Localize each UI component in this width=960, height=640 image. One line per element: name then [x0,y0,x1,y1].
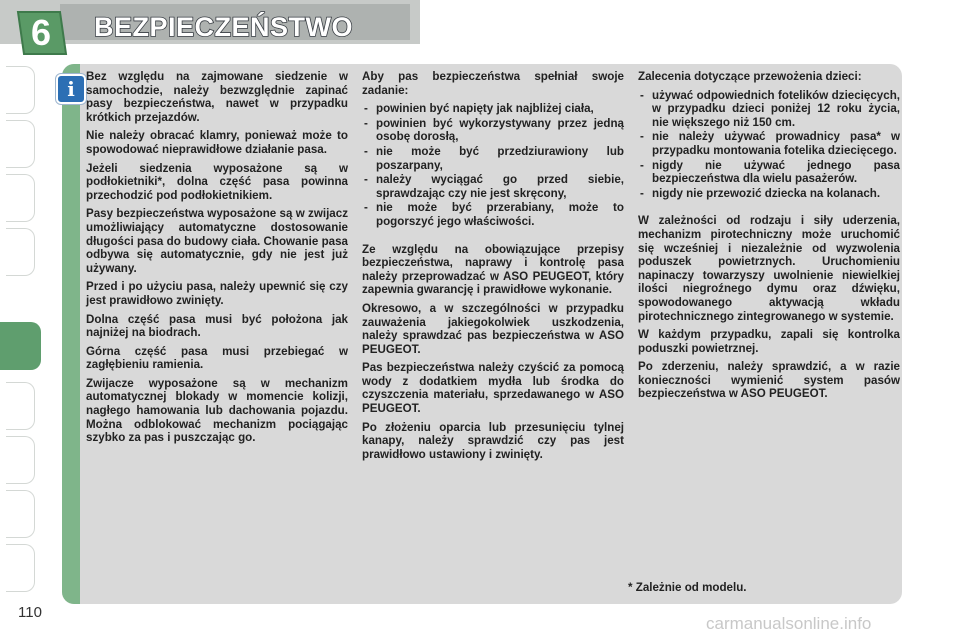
chapter-tabs [0,66,40,586]
chapter-tab[interactable] [6,120,35,168]
chapter-tab[interactable] [6,174,35,222]
paragraph: Po złożeniu oparcia lub przesunięciu tylnej kanapy, należy sprawdzić czy pas jest prawidłowo ustawiony i zwinięty. [362,420,624,461]
chapter-tab[interactable] [6,66,35,114]
chapter-tab[interactable] [6,544,35,592]
paragraph: Okresowo, a w szczególności w przypadku zauważenia jakiegokolwiek uszkodzenia, należy sprawdzać pas bezpieczeństwa w ASO PEUGEOT. [362,301,624,356]
chapter-tab-active[interactable] [0,322,41,370]
chapter-tab[interactable] [6,436,35,484]
paragraph: Bez względu na zajmowane siedzenie w samochodzie, należy bezwzględnie zapinać pasy bezpieczeństwa, nawet w przypadku krótkich przejazdów. [86,70,348,124]
paragraph: Dolna część pasa musi być położona jak najniżej na biodrach. [86,312,348,340]
list-item: - nie należy używać prowadnicy pasa* w przypadku montowania fotelika dziecięcego. [638,130,900,157]
list-item: - powinien być napięty jak najbliżej ciała, [362,102,624,116]
chapter-badge [14,10,68,56]
page-title: BEZPIECZEŃSTWO [94,12,354,42]
page-number: 110 [18,604,42,621]
section-heading: Zalecenia dotyczące przewożenia dzieci: [638,70,862,83]
column-3 [638,70,900,406]
child-recommendations-list [638,89,900,201]
chapter-tab[interactable] [6,382,35,430]
column-2 [362,70,624,466]
column-1 [86,70,348,450]
paragraph: Aby pas bezpieczeństwa spełniał swoje zadanie: [362,70,624,97]
list-item: - nie może być przedziurawiony lub poszarpany, [362,145,624,172]
chapter-tab[interactable] [6,228,35,276]
list-item: - należy wyciągać go przed siebie, sprawdzając czy nie jest skręcony, [362,173,624,200]
watermark: carmanualsonline.info [706,614,872,633]
list-item: - nigdy nie przewozić dziecka na kolanach. [638,187,900,201]
paragraph: W każdym przypadku, zapali się kontrolka poduszki powietrznej. [638,328,900,355]
chapter-tab[interactable] [6,490,35,538]
list-item: - nigdy nie używać jednego pasa bezpieczeństwa dla wielu pasażerów. [638,159,900,186]
list-item: - używać odpowiednich fotelików dziecięcych, w przypadku dzieci poniżej 12 roku życia, nie większego niż 150 cm. [638,89,900,130]
paragraph: Zwijacze wyposażone są w mechanizm automatycznej blokady w momencie kolizji, nagłego hamowania lub dachowania pojazdu. Można odblokować mechanizm pociągając szybko za pas i puszczając go. [86,376,348,445]
paragraph: Przed i po użyciu pasa, należy upewnić się czy jest prawidłowo zwinięty. [86,280,348,307]
paragraph: Pasy bezpieczeństwa wyposażone są w zwijacz umożliwiający automatyczne dostosowanie długości pasa do budowy ciała. Chowanie pasa odbywa się automatycznie, gdy nie jest już używany. [86,207,348,275]
info-icon: i [56,74,86,104]
list-item: - nie może być przerabiany, może to pogorszyć jego właściwości. [362,201,624,228]
paragraph: Nie należy obracać klamry, ponieważ może to spowodować nieprawidłowe działanie pasa. [86,129,348,156]
paragraph: Jeżeli siedzenia wyposażone są w podłokietniki*, dolna część pasa powinna przechodzić pod podłokietnikiem. [86,161,348,202]
requirements-list [362,102,624,228]
panel-edge-stripe [62,64,80,604]
chapter-number: 6 [30,12,52,53]
paragraph: Górna część pasa musi przebiegać w zagłębieniu ramienia. [86,344,348,372]
paragraph: Ze względu na obowiązujące przepisy bezpieczeństwa, naprawy i kontrolę pasa należy przeprowadzać w ASO PEUGEOT, który zapewnia gwarancję i prawidłowe wykonanie. [362,242,624,297]
paragraph: Po zderzeniu, należy sprawdzić, a w razie konieczności wymienić system pasów bezpieczeństwa w ASO PEUGEOT. [638,360,900,401]
list-item: - powinien być wykorzystywany przez jedną osobę dorosłą, [362,117,624,144]
footnote: * Zależnie od modelu. [628,581,747,594]
paragraph: Pas bezpieczeństwa należy czyścić za pomocą wody z dodatkiem mydła lub środka do czyszczenia materiału, sprzedawanego w ASO PEUGEOT. [362,361,624,416]
paragraph: W zależności od rodzaju i siły uderzenia, mechanizm pirotechniczny może uruchomić się wcześniej i niezależnie od wyzwolenia poduszek powietrznych. Uruchomieniu napinaczy towarzyszy uwolnienie niewielkiej ilości niegroźnego dymu oraz dźwięku, spowodowanego aktywacją wkładu pirotechnicznego zintegrowanego w systemie. [638,214,900,323]
